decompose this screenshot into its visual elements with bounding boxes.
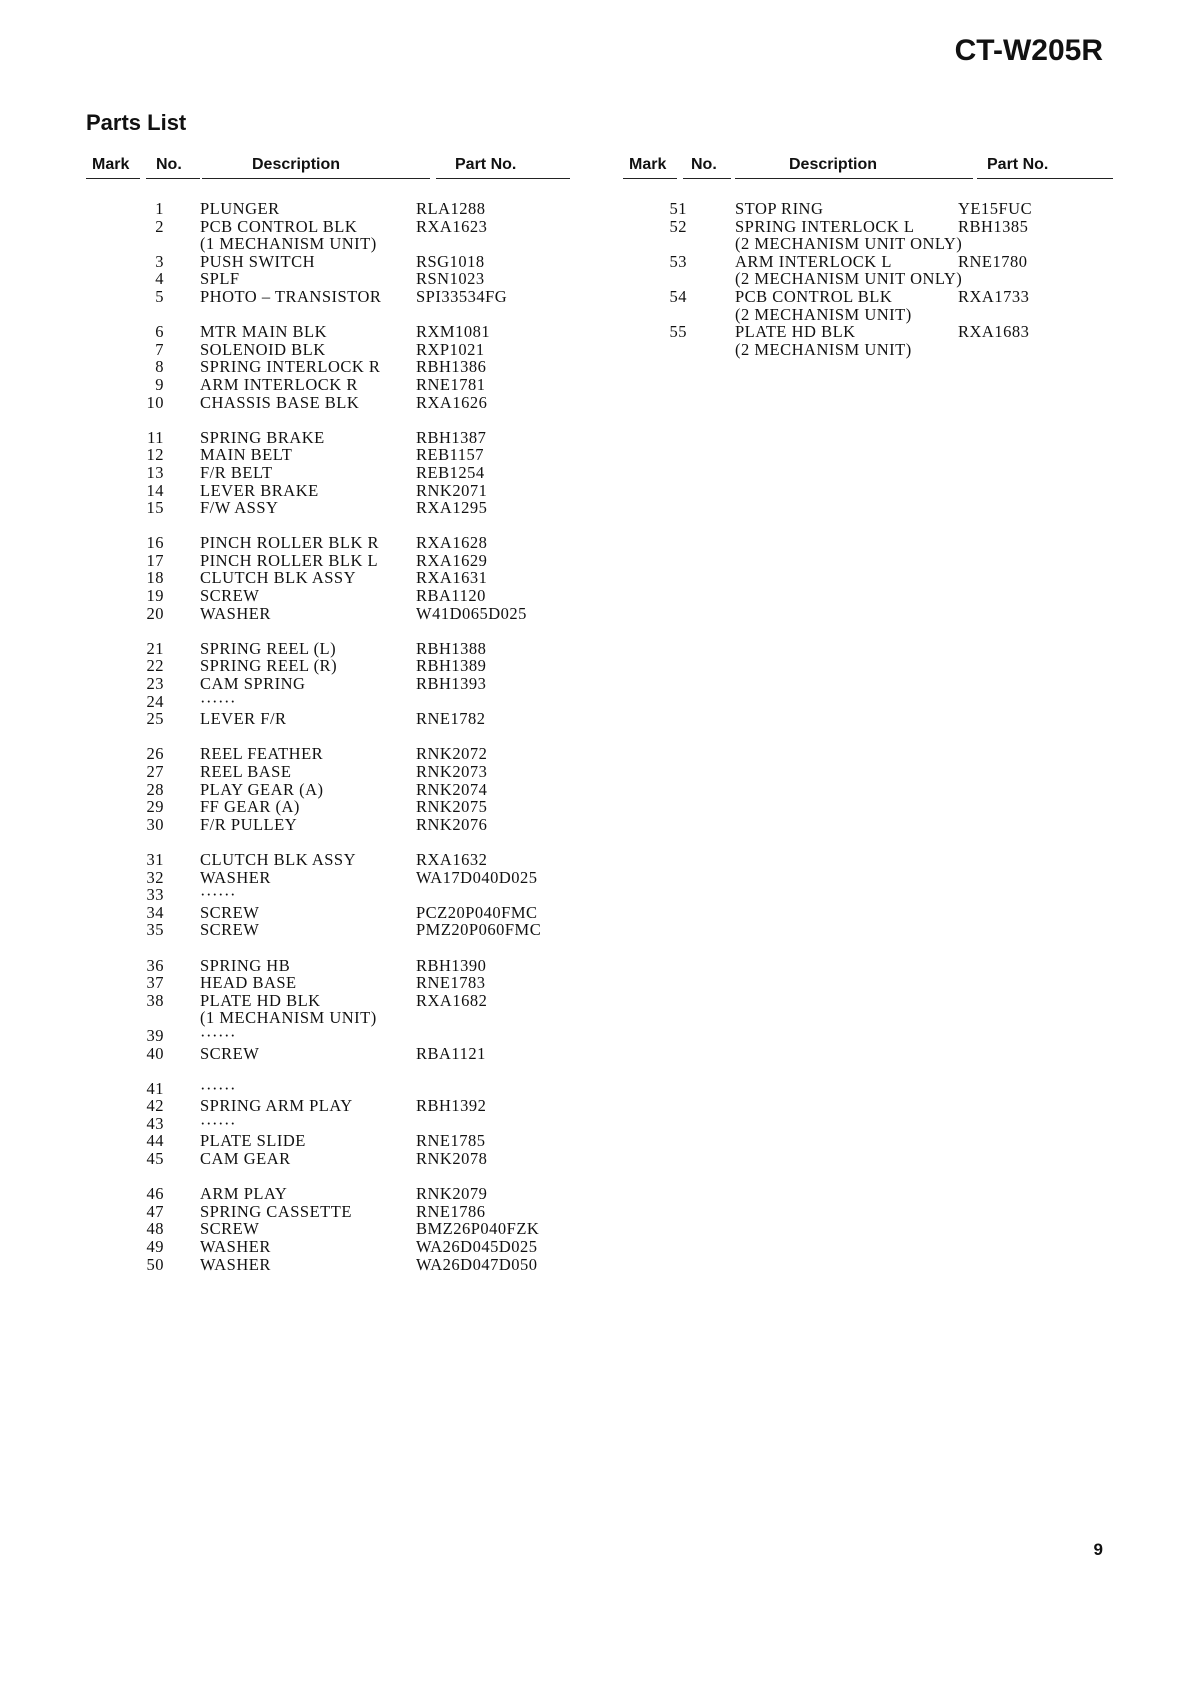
part-code: RSN1023 — [416, 269, 485, 289]
part-number-index: 52 — [669, 216, 687, 236]
header-part-no: Part No. — [455, 156, 517, 173]
part-code: SPI33534FG — [416, 286, 508, 306]
header-description: Description — [252, 156, 341, 173]
part-number-index: 39 — [146, 1025, 164, 1045]
part-description: ······ — [200, 1025, 236, 1045]
parts-rows-right — [623, 200, 1113, 358]
part-code: RNK2072 — [416, 744, 488, 764]
part-description: (2 MECHANISM UNIT ONLY) — [735, 234, 963, 254]
part-code: RSG1018 — [416, 251, 485, 271]
part-code: RXA1631 — [416, 568, 488, 588]
part-description: SCREW — [200, 1219, 260, 1239]
part-description: PCB CONTROL BLK — [735, 286, 893, 306]
part-number-index: 28 — [146, 779, 164, 799]
table-row — [86, 1115, 570, 1133]
part-code: RLA1288 — [416, 199, 486, 218]
part-description: WASHER — [200, 603, 271, 623]
table-row — [86, 798, 570, 816]
part-description: PLUNGER — [200, 199, 280, 218]
table-row — [86, 429, 570, 447]
part-number-index: 34 — [146, 902, 164, 922]
header-rule — [202, 178, 430, 179]
part-description: (1 MECHANISM UNIT) — [200, 1008, 377, 1028]
part-number-index: 54 — [669, 286, 687, 306]
part-number-index: 42 — [146, 1096, 164, 1116]
table-row — [86, 851, 570, 869]
part-description: STOP RING — [735, 199, 824, 218]
table-row — [623, 306, 1113, 324]
part-number-index: 30 — [146, 814, 164, 834]
part-number-index: 46 — [146, 1184, 164, 1204]
part-number-index: 31 — [146, 849, 164, 869]
table-row — [86, 1203, 570, 1221]
part-code: RNE1783 — [416, 973, 486, 993]
part-number-index: 5 — [155, 286, 164, 306]
part-number-index: 13 — [146, 462, 164, 482]
part-number-index: 27 — [146, 762, 164, 781]
model-number: CT-W205R — [954, 34, 1103, 67]
part-description: SPRING REEL (R) — [200, 656, 338, 676]
part-code: RNE1781 — [416, 374, 486, 394]
part-code: RNE1785 — [416, 1131, 486, 1151]
table-row — [86, 640, 570, 658]
part-code: YE15FUC — [958, 199, 1033, 218]
part-code: BMZ26P040FZK — [416, 1219, 540, 1239]
part-code: RNK2075 — [416, 797, 488, 817]
table-row — [86, 781, 570, 799]
part-number-index: 38 — [146, 990, 164, 1010]
part-number-index: 24 — [146, 691, 164, 711]
table-row — [86, 569, 570, 587]
part-description: WASHER — [200, 1237, 271, 1257]
table-row — [86, 1185, 570, 1203]
part-description: SPRING INTERLOCK R — [200, 357, 381, 377]
header-rule — [436, 178, 570, 179]
part-description: MAIN BELT — [200, 445, 293, 465]
part-code: RBH1385 — [958, 216, 1029, 236]
part-description: PLATE HD BLK — [735, 322, 856, 342]
part-code: RNK2074 — [416, 779, 488, 799]
part-number-index: 16 — [146, 533, 164, 553]
part-description: PLAY GEAR (A) — [200, 779, 324, 799]
part-number-index: 40 — [146, 1043, 164, 1063]
part-code: RNK2076 — [416, 814, 488, 834]
part-code: PMZ20P060FMC — [416, 920, 542, 940]
part-description: SPRING ARM PLAY — [200, 1096, 353, 1116]
part-number-index: 14 — [146, 480, 164, 500]
part-number-index: 36 — [146, 955, 164, 975]
table-header — [623, 154, 1113, 180]
part-number-index: 4 — [155, 269, 164, 289]
part-description: SOLENOID BLK — [200, 339, 326, 359]
part-number-index: 35 — [146, 920, 164, 940]
part-description: SPRING HB — [200, 955, 291, 975]
part-description: WASHER — [200, 867, 271, 887]
part-description: SPRING REEL (L) — [200, 638, 337, 658]
part-code: RXA1629 — [416, 550, 488, 570]
part-number-index: 18 — [146, 568, 164, 588]
table-row — [86, 534, 570, 552]
table-row — [86, 921, 570, 939]
table-row — [86, 1045, 570, 1063]
part-code: PCZ20P040FMC — [416, 902, 538, 922]
part-number-index: 43 — [146, 1113, 164, 1133]
part-code: RBH1392 — [416, 1096, 487, 1116]
part-description: SCREW — [200, 920, 260, 940]
part-description: PUSH SWITCH — [200, 251, 316, 271]
table-row — [86, 1132, 570, 1150]
part-number-index: 23 — [146, 674, 164, 694]
table-row — [86, 446, 570, 464]
part-description: SPLF — [200, 269, 240, 289]
part-description: SCREW — [200, 586, 260, 606]
header-rule — [146, 178, 200, 179]
table-row — [86, 992, 570, 1010]
part-description: (1 MECHANISM UNIT) — [200, 234, 377, 254]
table-row — [86, 482, 570, 500]
header-rule — [977, 178, 1113, 179]
part-number-index: 51 — [669, 199, 687, 218]
part-number-index: 44 — [146, 1131, 164, 1151]
table-row — [86, 763, 570, 781]
part-number-index: 6 — [155, 322, 164, 342]
part-description: F/R PULLEY — [200, 814, 298, 834]
part-description: (2 MECHANISM UNIT) — [735, 339, 912, 359]
table-row — [86, 288, 570, 306]
part-number-index: 1 — [155, 199, 164, 218]
table-row — [86, 1009, 570, 1027]
part-description: PCB CONTROL BLK — [200, 216, 358, 236]
part-description: CHASSIS BASE BLK — [200, 392, 360, 412]
table-row — [86, 394, 570, 412]
part-description: F/R BELT — [200, 462, 273, 482]
part-description: ······ — [200, 691, 236, 711]
table-row — [623, 218, 1113, 236]
part-code: RNK2079 — [416, 1184, 488, 1204]
part-code: RNK2073 — [416, 762, 488, 781]
part-code: RNK2071 — [416, 480, 488, 500]
part-description: PINCH ROLLER BLK R — [200, 533, 380, 553]
page-number: 9 — [1093, 1540, 1103, 1559]
part-description: (2 MECHANISM UNIT) — [735, 304, 912, 324]
part-description: CAM SPRING — [200, 674, 306, 694]
table-row — [86, 235, 570, 253]
table-row — [623, 270, 1113, 288]
part-number-index: 10 — [146, 392, 164, 412]
part-description: ······ — [200, 1078, 236, 1098]
part-number-index: 20 — [146, 603, 164, 623]
part-number-index: 29 — [146, 797, 164, 817]
part-number-index: 15 — [146, 498, 164, 518]
part-description: ······ — [200, 1113, 236, 1133]
part-code: W41D065D025 — [416, 603, 527, 623]
part-number-index: 26 — [146, 744, 164, 764]
part-code: RBH1386 — [416, 357, 487, 377]
header-rule — [735, 178, 973, 179]
part-code: RXA1632 — [416, 849, 488, 869]
part-description: ······ — [200, 885, 236, 905]
part-number-index: 25 — [146, 709, 164, 729]
table-row — [623, 341, 1113, 359]
table-row — [86, 605, 570, 623]
part-code: RXA1682 — [416, 990, 488, 1010]
table-row — [86, 341, 570, 359]
header-rule — [683, 178, 731, 179]
part-description: LEVER F/R — [200, 709, 287, 729]
part-description: SPRING INTERLOCK L — [735, 216, 915, 236]
part-description: ARM PLAY — [200, 1184, 288, 1204]
part-code: RXM1081 — [416, 322, 491, 342]
part-description: F/W ASSY — [200, 498, 279, 518]
part-description: SPRING CASSETTE — [200, 1201, 352, 1221]
part-number-index: 32 — [146, 867, 164, 887]
part-number-index: 2 — [155, 216, 164, 236]
part-description: ARM INTERLOCK L — [735, 251, 892, 271]
header-rule — [623, 178, 677, 179]
part-number-index: 55 — [669, 322, 687, 342]
part-number-index: 3 — [155, 251, 164, 271]
part-number-index: 11 — [147, 427, 164, 447]
part-description: CAM GEAR — [200, 1149, 291, 1169]
part-code: RBH1389 — [416, 656, 487, 676]
parts-table-right — [623, 154, 1113, 358]
part-description: HEAD BASE — [200, 973, 297, 993]
table-row — [86, 358, 570, 376]
header-no: No. — [691, 156, 717, 173]
part-description: FF GEAR (A) — [200, 797, 300, 817]
part-description: MTR MAIN BLK — [200, 322, 328, 342]
table-row — [86, 1220, 570, 1238]
part-code: RXP1021 — [416, 339, 485, 359]
part-code: RXA1623 — [416, 216, 488, 236]
part-number-index: 33 — [146, 885, 164, 905]
part-number-index: 45 — [146, 1149, 164, 1169]
table-row — [86, 886, 570, 904]
part-description: PLATE HD BLK — [200, 990, 321, 1010]
table-header — [86, 154, 570, 180]
part-number-index: 49 — [146, 1237, 164, 1257]
page-title: Parts List — [86, 110, 187, 135]
part-number-index: 19 — [146, 586, 164, 606]
part-description: ARM INTERLOCK R — [200, 374, 358, 394]
table-row — [623, 323, 1113, 341]
part-code: RNE1786 — [416, 1201, 486, 1221]
part-code: RXA1628 — [416, 533, 488, 553]
part-description: CLUTCH BLK ASSY — [200, 849, 357, 869]
header-no: No. — [156, 156, 182, 173]
part-number-index: 21 — [146, 638, 164, 658]
table-row — [86, 710, 570, 728]
part-code: RNE1780 — [958, 251, 1028, 271]
table-row — [86, 904, 570, 922]
table-row — [86, 253, 570, 271]
part-code: RBH1387 — [416, 427, 487, 447]
table-row — [86, 675, 570, 693]
table-row — [86, 1027, 570, 1045]
part-code: RBA1120 — [416, 586, 486, 606]
table-row — [86, 376, 570, 394]
header-mark: Mark — [92, 156, 130, 173]
table-row — [86, 1238, 570, 1256]
part-description: PLATE SLIDE — [200, 1131, 306, 1151]
table-row — [86, 957, 570, 975]
part-code: RXA1295 — [416, 498, 488, 518]
part-description: WASHER — [200, 1254, 271, 1274]
part-description: SCREW — [200, 902, 260, 922]
table-row — [86, 816, 570, 834]
part-description: CLUTCH BLK ASSY — [200, 568, 357, 588]
part-number-index: 8 — [155, 357, 164, 377]
part-code: RXA1733 — [958, 286, 1030, 306]
part-code: WA17D040D025 — [416, 867, 538, 887]
part-number-index: 37 — [146, 973, 164, 993]
part-number-index: 22 — [146, 656, 164, 676]
part-description: PHOTO – TRANSISTOR — [200, 286, 382, 306]
parts-table-left — [86, 154, 570, 1273]
part-code: RXA1626 — [416, 392, 488, 412]
part-description: SPRING BRAKE — [200, 427, 325, 447]
table-row — [86, 657, 570, 675]
table-row — [86, 218, 570, 236]
part-code: REB1157 — [416, 445, 484, 465]
part-code: RBA1121 — [416, 1043, 486, 1063]
part-number-index: 47 — [146, 1201, 164, 1221]
part-description: REEL BASE — [200, 762, 292, 781]
part-description: SCREW — [200, 1043, 260, 1063]
part-code: WA26D047D050 — [416, 1254, 538, 1274]
table-row — [86, 587, 570, 605]
part-number-index: 50 — [146, 1254, 164, 1274]
table-row — [86, 869, 570, 887]
part-code: RXA1683 — [958, 322, 1030, 342]
part-code: WA26D045D025 — [416, 1237, 538, 1257]
header-description: Description — [789, 156, 878, 173]
table-row — [86, 1256, 570, 1274]
table-row — [623, 288, 1113, 306]
table-row — [623, 253, 1113, 271]
table-row — [86, 1080, 570, 1098]
table-row — [623, 235, 1113, 253]
part-code: RNK2078 — [416, 1149, 488, 1169]
parts-rows-left — [86, 200, 570, 1273]
header-part-no: Part No. — [987, 156, 1049, 173]
table-row — [86, 552, 570, 570]
header-rule — [86, 178, 140, 179]
part-description: LEVER BRAKE — [200, 480, 319, 500]
part-code: RBH1390 — [416, 955, 487, 975]
part-number-index: 17 — [146, 550, 164, 570]
part-number-index: 41 — [146, 1078, 164, 1098]
table-row — [86, 200, 570, 218]
table-row — [86, 974, 570, 992]
table-row — [86, 745, 570, 763]
table-row — [86, 323, 570, 341]
table-row — [623, 200, 1113, 218]
header-mark: Mark — [629, 156, 667, 173]
table-row — [86, 1097, 570, 1115]
part-number-index: 48 — [146, 1219, 164, 1239]
part-number-index: 7 — [155, 339, 164, 359]
part-description: REEL FEATHER — [200, 744, 324, 764]
table-row — [86, 464, 570, 482]
part-number-index: 12 — [146, 445, 164, 465]
part-description: (2 MECHANISM UNIT ONLY) — [735, 269, 963, 289]
table-row — [86, 1150, 570, 1168]
table-row — [86, 270, 570, 288]
part-number-index: 9 — [155, 374, 164, 394]
part-number-index: 53 — [669, 251, 687, 271]
part-code: RBH1393 — [416, 674, 487, 694]
part-code: RBH1388 — [416, 638, 487, 658]
part-description: PINCH ROLLER BLK L — [200, 550, 379, 570]
table-row — [86, 693, 570, 711]
part-code: RNE1782 — [416, 709, 486, 729]
part-code: REB1254 — [416, 462, 485, 482]
table-row — [86, 499, 570, 517]
